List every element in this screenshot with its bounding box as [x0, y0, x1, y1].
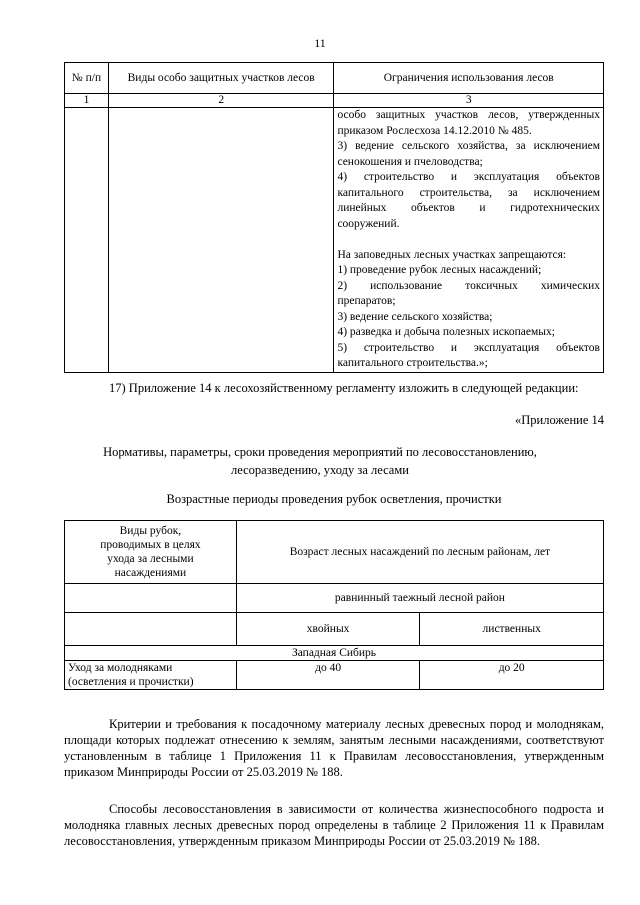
cell-line: особо защитных участков лесов, утвержденных: [337, 109, 600, 121]
cell-line: линейных объектов и гидротехнических: [337, 202, 600, 214]
cell-line: капитального строительства.»;: [337, 357, 488, 369]
paragraph-methods: Способы лесовосстановления в зависимости от количества жизнеспособного подроста и молодняка главных лесных древесных пород определены в таблице 2 Приложения 11 к Правилам лесовосстановления, утвержденным приказом Минприроды России от 25.03.2019 № 188.: [64, 802, 604, 848]
cell-line: 1) проведение рубок лесных насаждений;: [337, 264, 542, 276]
empty-cell-types: [108, 108, 334, 373]
cell-line: 3) ведение сельского хозяйства;: [337, 310, 493, 323]
section-heading: Нормативы, параметры, сроки проведения мероприятий по лесовосстановлению, лесоразведению, уходу за лесами: [103, 445, 537, 477]
cell-line: 5) строительство и эксплуатация объектов: [337, 341, 600, 354]
header-age: Возраст лесных насаждений по лесным районам, лет: [236, 521, 603, 584]
region-name: равнинный таежный лесной район: [236, 584, 603, 613]
restrictions-table: [64, 62, 604, 373]
restrictions-cell: [334, 108, 604, 373]
header-number: № п/п: [65, 63, 109, 94]
header-cut-types: Виды рубок, проводимых в целях ухода за лесными насаждениями: [65, 521, 237, 584]
section-west-siberia: Западная Сибирь: [65, 646, 604, 661]
col-number-2: 2: [108, 94, 334, 108]
species-row: [65, 613, 604, 646]
empty-cell-number: [65, 108, 109, 373]
cell-line: капитального строительства, за исключением: [337, 186, 600, 199]
deciduous-value: до 20: [420, 661, 604, 690]
cell-line: 4) разведка и добыча полезных ископаемых;: [337, 326, 555, 338]
row-label: Уход за молодняками (осветления и прочистки): [65, 661, 237, 690]
table-row: [65, 661, 604, 690]
table-row: [65, 108, 604, 373]
cell-line: сенокошения и пчеловодства;: [337, 155, 483, 168]
cell-line: 4) строительство и эксплуатация объектов: [337, 171, 600, 183]
section-row: [65, 646, 604, 661]
empty-cell: [65, 584, 237, 613]
header-deciduous: лиственных: [420, 613, 604, 646]
col-number-1: 1: [65, 94, 109, 108]
region-row: [65, 584, 604, 613]
age-periods-table: [64, 520, 604, 690]
page-number: 11: [314, 36, 326, 50]
empty-cell: [65, 613, 237, 646]
column-number-row: [65, 94, 604, 108]
table-caption: Возрастные периоды проведения рубок осветления, прочистки: [166, 492, 502, 506]
cell-line: 3) ведение сельского хозяйства, за исключением: [337, 140, 600, 152]
cell-line: препаратов;: [337, 295, 396, 307]
header-types: Виды особо защитных участков лесов: [108, 63, 334, 94]
table-header-row: [65, 63, 604, 94]
conifer-value: до 40: [236, 661, 420, 690]
appendix-label: «Приложение 14: [515, 413, 604, 427]
cell-line: 2) использование токсичных химических: [337, 279, 600, 292]
header-conifer: хвойных: [236, 613, 420, 646]
col-number-3: 3: [334, 94, 604, 108]
paragraph-17: 17) Приложение 14 к лесохозяйственному регламенту изложить в следующей редакции:: [109, 381, 579, 395]
table-header-row: [65, 521, 604, 584]
header-restrictions: Ограничения использования лесов: [334, 63, 604, 94]
paragraph-criteria: Критерии и требования к посадочному материалу лесных древесных пород и молоднякам, площади которых подлежат отнесению к землям, занятым лесными насаждениями, соответствуют установленным в таблице 1 Приложения 11 к Правилам лесовосстановления, утвержденным приказом Минприроды России от 25.03.2019 № 188.: [64, 717, 604, 779]
cell-gap: [337, 232, 600, 248]
cell-line: сооружений.: [337, 217, 400, 230]
cell-line: На заповедных лесных участках запрещаются:: [337, 248, 567, 261]
cell-line: приказом Рослесхоза 14.12.2010 № 485.: [337, 124, 532, 137]
